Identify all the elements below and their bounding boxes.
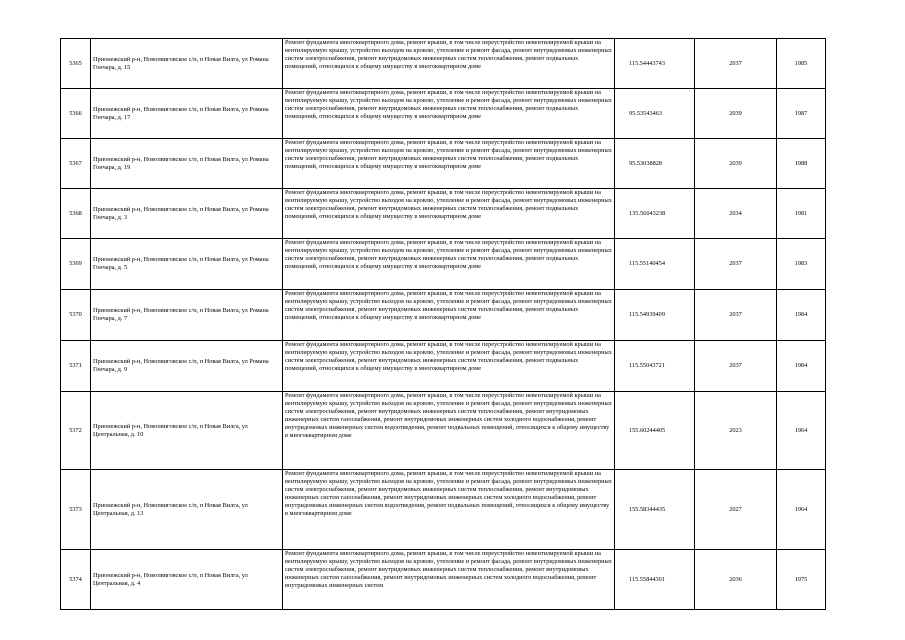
address-cell: Прионежский р-н, Новопвиговское с/п, п Новая Вилга, ул Романа Гончара, д. 15 (91, 39, 283, 89)
planned-year-cell: 2037 (695, 239, 777, 290)
cost-cell: 115.55844301 (615, 550, 695, 610)
works-cell: Ремонт фундамента многоквартирного дома, ремонт крыши, в том числе переустройство невентилируемой крыши на вентилируемую крышу, устройство выходов на кровлю, утепление и ремонт фасада, ремонт внутридомовых инженерных систем электроснабжения, ремонт внутридомовых инженерных систем теплоснабжения, ремонт внутридомовых инженерных систем газоснабжения, ремонт внутридомовых инженерных систем холодного водоснабжения, ремонт внутридомовых инженерных систем водоотведения, ремонт подвальных помещений, относящихся к общему имуществу в многоквартирном доме (283, 470, 615, 550)
table-row (61, 470, 826, 550)
table-row (61, 392, 826, 470)
works-cell: Ремонт фундамента многоквартирного дома, ремонт крыши, в том числе переустройство невентилируемой крыши на вентилируемую крышу, устройство выходов на кровлю, утепление и ремонт фасада, ремонт внутридомовых инженерных систем электроснабжения, ремонт внутридомовых инженерных систем теплоснабжения, ремонт внутридомовых инженерных систем газоснабжения, ремонт внутридомовых инженерных систем холодного водоснабжения, ремонт внутридомовых инженерных систем (283, 550, 615, 610)
table-row (61, 239, 826, 290)
works-cell: Ремонт фундамента многоквартирного дома, ремонт крыши, в том числе переустройство невентилируемой крыши на вентилируемую крышу, устройство выходов на кровлю, утепление и ремонт фасада, ремонт внутридомовых инженерных систем электроснабжения, ремонт внутридомовых инженерных систем теплоснабжения, ремонт подвальных помещений, относящихся к общему имуществу в многоквартирном доме (283, 89, 615, 139)
address-cell: Прионежский р-н, Новопвиговское с/п, п Новая Вилга, ул Центральная, д. 10 (91, 392, 283, 470)
address-cell: Прионежский р-н, Новопвиговское с/п, п Новая Вилга, ул Центральная, д. 4 (91, 550, 283, 610)
document-page (60, 38, 825, 610)
planned-year-cell: 2039 (695, 89, 777, 139)
row-number: 5370 (61, 290, 91, 341)
planned-year-cell: 2027 (695, 470, 777, 550)
table-row (61, 89, 826, 139)
row-number: 5368 (61, 189, 91, 239)
cost-cell: 115.54939409 (615, 290, 695, 341)
works-cell: Ремонт фундамента многоквартирного дома, ремонт крыши, в том числе переустройство невентилируемой крыши на вентилируемую крышу, устройство выходов на кровлю, утепление и ремонт фасада, ремонт внутридомовых инженерных систем электроснабжения, ремонт внутридомовых инженерных систем теплоснабжения, ремонт подвальных помещений, относящихся к общему имуществу в многоквартирном доме (283, 290, 615, 341)
address-cell: Прионежский р-н, Новопвиговское с/п, п Новая Вилга, ул Романа Гончара, д. 17 (91, 89, 283, 139)
planned-year-cell: 2039 (695, 139, 777, 189)
cost-cell: 115.55140454 (615, 239, 695, 290)
works-cell: Ремонт фундамента многоквартирного дома, ремонт крыши, в том числе переустройство невентилируемой крыши на вентилируемую крышу, устройство выходов на кровлю, утепление и ремонт фасада, ремонт внутридомовых инженерных систем электроснабжения, ремонт внутридомовых инженерных систем теплоснабжения, ремонт подвальных помещений, относящихся к общему имуществу в многоквартирном доме (283, 139, 615, 189)
works-cell: Ремонт фундамента многоквартирного дома, ремонт крыши, в том числе переустройство невентилируемой крыши на вентилируемую крышу, устройство выходов на кровлю, утепление и ремонт фасада, ремонт внутридомовых инженерных систем электроснабжения, ремонт внутридомовых инженерных систем теплоснабжения, ремонт внутридомовых инженерных систем газоснабжения, ремонт внутридомовых инженерных систем холодного водоснабжения, ремонт внутридомовых инженерных систем водоотведения, ремонт подвальных помещений, относящихся к общему имуществу в многоквартирном доме (283, 392, 615, 470)
works-cell: Ремонт фундамента многоквартирного дома, ремонт крыши, в том числе переустройство невентилируемой крыши на вентилируемую крышу, устройство выходов на кровлю, утепление и ремонт фасада, ремонт внутридомовых инженерных систем электроснабжения, ремонт внутридомовых инженерных систем теплоснабжения, ремонт подвальных помещений, относящихся к общему имуществу в многоквартирном доме (283, 189, 615, 239)
table-row (61, 39, 826, 89)
address-cell: Прионежский р-н, Новопвиговское с/п, п Новая Вилга, ул Романа Гончара, д. 5 (91, 239, 283, 290)
table-row (61, 139, 826, 189)
built-year-cell: 1984 (777, 341, 826, 392)
built-year-cell: 1964 (777, 392, 826, 470)
planned-year-cell: 2037 (695, 341, 777, 392)
table-row (61, 550, 826, 610)
built-year-cell: 1984 (777, 290, 826, 341)
address-cell: Прионежский р-н, Новопвиговское с/п, п Новая Вилга, ул Романа Гончара, д. 3 (91, 189, 283, 239)
built-year-cell: 1983 (777, 239, 826, 290)
row-number: 5371 (61, 341, 91, 392)
row-number: 5372 (61, 392, 91, 470)
repair-program-table (60, 38, 826, 610)
row-number: 5373 (61, 470, 91, 550)
cost-cell: 155.58344435 (615, 470, 695, 550)
cost-cell: 95.53038828 (615, 139, 695, 189)
table-row (61, 189, 826, 239)
built-year-cell: 1964 (777, 470, 826, 550)
row-number: 5367 (61, 139, 91, 189)
works-cell: Ремонт фундамента многоквартирного дома, ремонт крыши, в том числе переустройство невентилируемой крыши на вентилируемую крышу, устройство выходов на кровлю, утепление и ремонт фасада, ремонт внутридомовых инженерных систем электроснабжения, ремонт внутридомовых инженерных систем теплоснабжения, ремонт подвальных помещений, относящихся к общему имуществу в многоквартирном доме (283, 39, 615, 89)
works-cell: Ремонт фундамента многоквартирного дома, ремонт крыши, в том числе переустройство невентилируемой крыши на вентилируемую крышу, устройство выходов на кровлю, утепление и ремонт фасада, ремонт внутридомовых инженерных систем электроснабжения, ремонт внутридомовых инженерных систем теплоснабжения, ремонт подвальных помещений, относящихся к общему имуществу в многоквартирном доме (283, 239, 615, 290)
planned-year-cell: 2037 (695, 290, 777, 341)
table-row (61, 290, 826, 341)
planned-year-cell: 2037 (695, 39, 777, 89)
built-year-cell: 1987 (777, 89, 826, 139)
built-year-cell: 1975 (777, 550, 826, 610)
cost-cell: 135.56043238 (615, 189, 695, 239)
built-year-cell: 1985 (777, 39, 826, 89)
planned-year-cell: 2034 (695, 189, 777, 239)
cost-cell: 115.55043721 (615, 341, 695, 392)
built-year-cell: 1988 (777, 139, 826, 189)
cost-cell: 155.60244405 (615, 392, 695, 470)
table-row (61, 341, 826, 392)
built-year-cell: 1981 (777, 189, 826, 239)
cost-cell: 115.54443743 (615, 39, 695, 89)
planned-year-cell: 2036 (695, 550, 777, 610)
row-number: 5365 (61, 39, 91, 89)
address-cell: Прионежский р-н, Новопвиговское с/п, п Новая Вилга, ул Романа Гончара, д. 7 (91, 290, 283, 341)
cost-cell: 95.53543463 (615, 89, 695, 139)
row-number: 5369 (61, 239, 91, 290)
works-cell: Ремонт фундамента многоквартирного дома, ремонт крыши, в том числе переустройство невентилируемой крыши на вентилируемую крышу, устройство выходов на кровлю, утепление и ремонт фасада, ремонт внутридомовых инженерных систем электроснабжения, ремонт внутридомовых инженерных систем теплоснабжения, ремонт подвальных помещений, относящихся к общему имуществу в многоквартирном доме (283, 341, 615, 392)
row-number: 5366 (61, 89, 91, 139)
address-cell: Прионежский р-н, Новопвиговское с/п, п Новая Вилга, ул Центральная, д. 13 (91, 470, 283, 550)
planned-year-cell: 2023 (695, 392, 777, 470)
row-number: 5374 (61, 550, 91, 610)
address-cell: Прионежский р-н, Новопвиговское с/п, п Новая Вилга, ул Романа Гончара, д. 19 (91, 139, 283, 189)
address-cell: Прионежский р-н, Новопвиговское с/п, п Новая Вилга, ул Романа Гончара, д. 9 (91, 341, 283, 392)
